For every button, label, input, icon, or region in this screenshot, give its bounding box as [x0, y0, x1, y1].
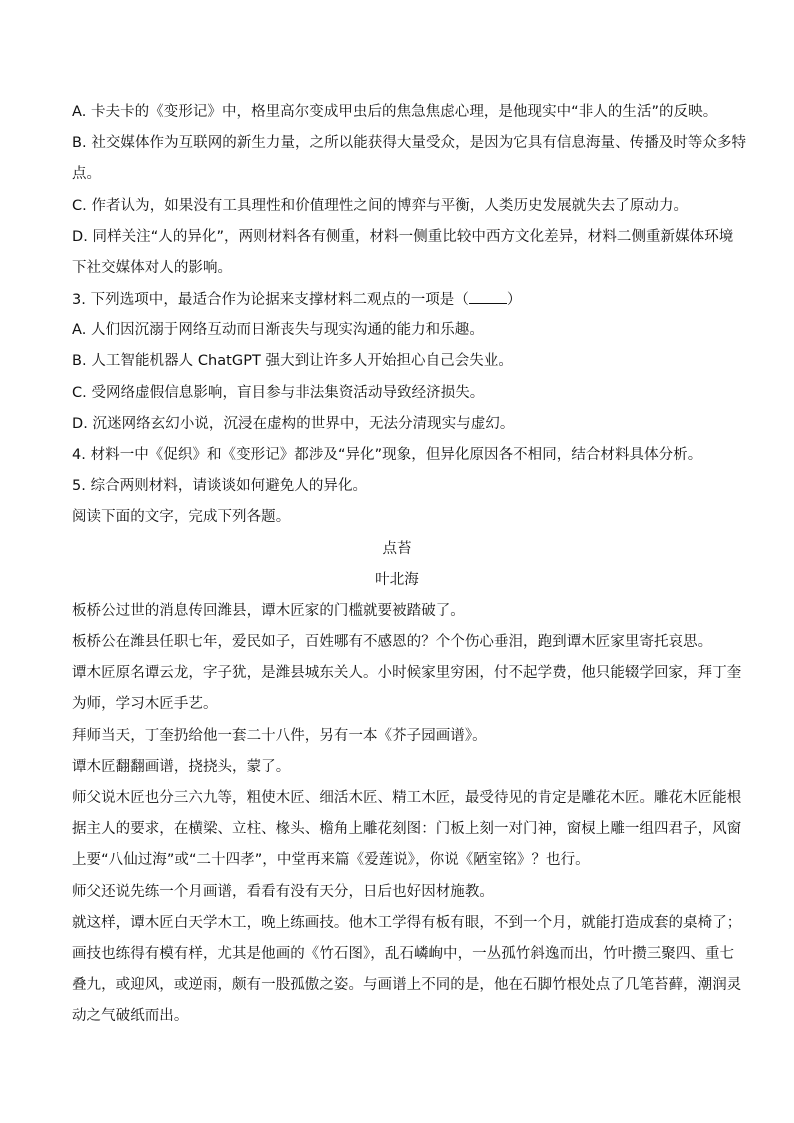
- question-3-text: 3. 下列选项中，最适合作为论据来支撑材料二观点的一项是（: [72, 292, 469, 308]
- paragraph-line: 为师，学习木匠手艺。: [72, 696, 218, 712]
- option-d-q2: D. 同样关注“人的异化”，两则材料各有侧重，材料一侧重比较中西方文化差异，材料二侧重新媒体环境: [72, 229, 734, 245]
- paragraph-line: 叠九，或迎风，或逆雨，颇有一股孤傲之姿。与画谱上不同的是，他在石脚竹根处点了几笔苔藓，潮润灵: [72, 977, 742, 993]
- option-d-q2-cont: 下社交媒体对人的影响。: [72, 260, 233, 276]
- paragraph-line: 谭木匠原名谭云龙，字子犹，是潍县城东关人。小时候家里穷困，付不起学费，他只能辍学回家，拜丁奎: [72, 665, 742, 681]
- paragraph-line: 动之气破纸而出。: [72, 1008, 189, 1024]
- paragraph-line: 据主人的要求，在横梁、立柱、椽头、檐角上雕花刻图：门板上刻一对门神，窗棂上雕一组四君子，风窗: [72, 821, 742, 837]
- paragraph-line: 拜师当天，丁奎扔给他一套二十八件，另有一本《芥子园画谱》。: [72, 728, 487, 744]
- question-5: 5. 综合两则材料，请谈谈如何避免人的异化。: [72, 478, 368, 494]
- question-3: [72, 289, 732, 310]
- answer-blank: [469, 289, 507, 304]
- paragraph-line: 板桥公在潍县任职七年，爱民如子，百姓哪有不感恩的？个个伤心垂泪，跑到谭木匠家里寄托哀思。: [72, 634, 713, 650]
- paragraph-line: 谭木匠翻翻画谱，挠挠头，蒙了。: [72, 759, 291, 775]
- option-d-q3: D. 沉迷网络玄幻小说，沉浸在虚构的世界中，无法分清现实与虚幻。: [72, 416, 515, 432]
- question-3-close: ）: [506, 292, 522, 308]
- paragraph-line: 师父还说先练一个月画谱，看看有没有天分，日后也好因材施教。: [72, 884, 494, 900]
- option-b-q2: B. 社交媒体作为互联网的新生力量，之所以能获得大量受众，是因为它具有信息海量、传播及时等众多特: [72, 135, 747, 151]
- option-b-q2-cont: 点。: [72, 166, 102, 182]
- story-author: 叶北海: [375, 572, 419, 588]
- question-4: 4. 材料一中《促织》和《变形记》都涉及“异化”现象，但异化原因各不相同，结合材料具体分析。: [72, 447, 703, 463]
- option-a-q2: A. 卡夫卡的《变形记》中，格里高尔变成甲虫后的焦急焦虑心理，是他现实中“非人的生活”的反映。: [72, 104, 718, 120]
- paragraph-line: 师父说木匠也分三六九等，粗使木匠、细活木匠、精工木匠，最受待见的肯定是雕花木匠。雕花木匠能根: [72, 790, 742, 806]
- option-c-q3: C. 受网络虚假信息影响，盲目参与非法集资活动导致经济损失。: [72, 385, 485, 401]
- option-c-q2: C. 作者认为，如果没有工具理性和价值理性之间的博弈与平衡，人类历史发展就失去了原动力。: [72, 198, 689, 214]
- paragraph-line: 板桥公过世的消息传回潍县，谭木匠家的门槛就要被踏破了。: [72, 603, 465, 619]
- paragraph-line: 画技也练得有模有样，尤其是他画的《竹石图》，乱石嶙峋中，一丛孤竹斜逸而出，竹叶攒三聚四、重七: [72, 946, 735, 962]
- story-title: 点苔: [382, 541, 412, 557]
- reading-instruction: 阅读下面的文字，完成下列各题。: [72, 509, 291, 525]
- option-a-q3: A. 人们因沉溺于网络互动而日渐丧失与现实沟通的能力和乐趣。: [72, 322, 484, 338]
- paragraph-line: 上要“八仙过海”或“二十四孝”，中堂再来篇《爱莲说》，你说《陋室铭》？也行。: [72, 852, 590, 868]
- paragraph-line: 就这样，谭木匠白天学木工，晚上练画技。他木工学得有板有眼，不到一个月，就能打造成套的桌椅了；: [72, 915, 742, 931]
- option-b-q3: B. 人工智能机器人 ChatGPT 强大到让许多人开始担心自己会失业。: [72, 353, 513, 369]
